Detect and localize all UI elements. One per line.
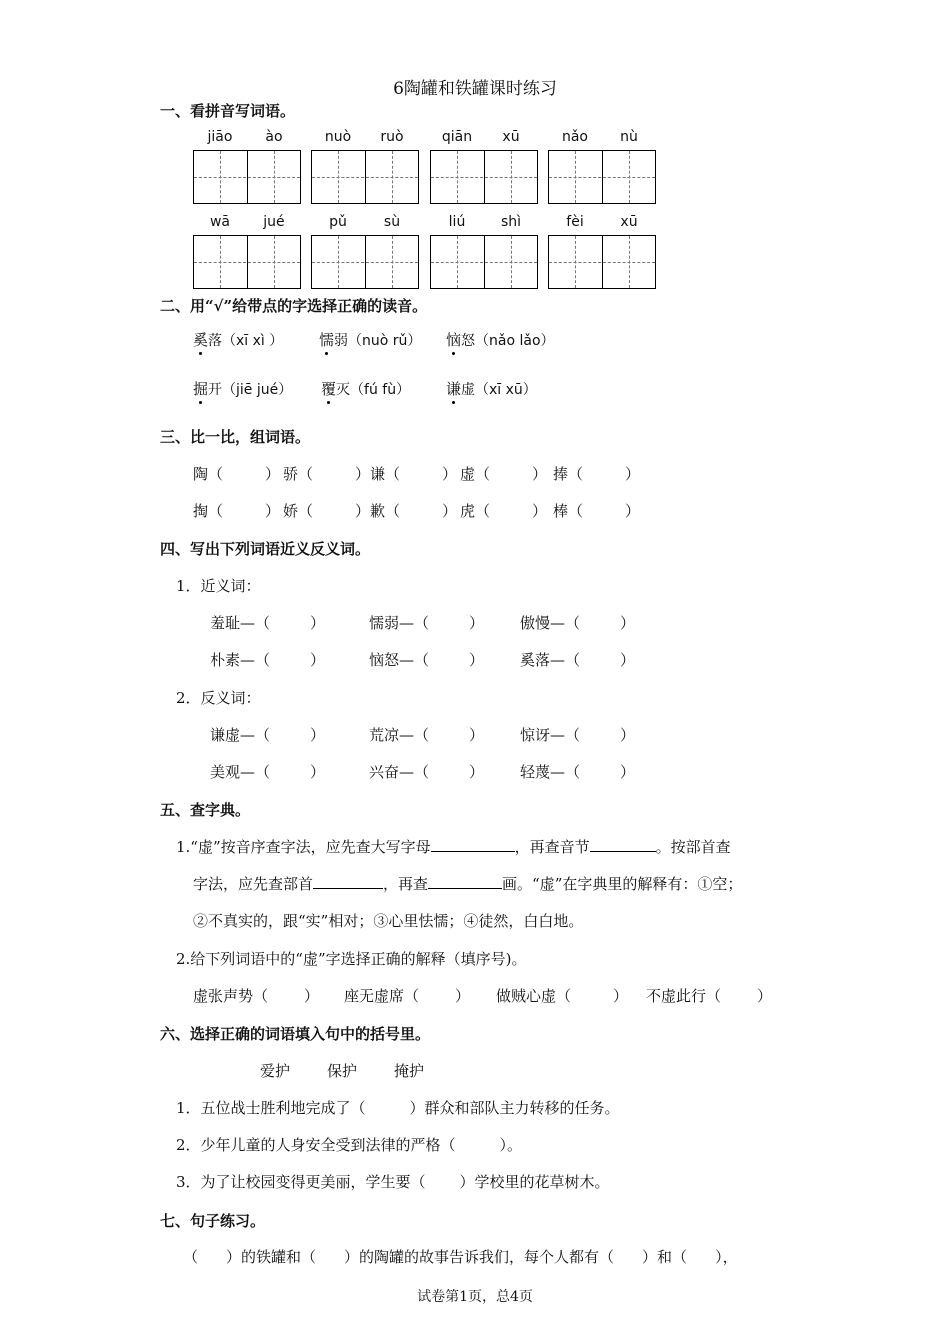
word-pair-item: 懦弱—（ ） xyxy=(369,614,485,632)
word-option: 保护 xyxy=(327,1062,358,1080)
pinyin-label: nù xyxy=(620,129,638,145)
pinyin-label: pǔ xyxy=(329,214,347,230)
writing-box[interactable] xyxy=(311,150,419,204)
pinyin-label: qiān xyxy=(441,129,473,145)
writing-box[interactable] xyxy=(430,235,538,289)
pinyin-label: wā xyxy=(209,214,231,230)
page-footer: 试卷第1页，总4页 xyxy=(417,1289,533,1305)
word-pair-item: 羞耻—（ ） xyxy=(210,614,326,632)
compare-item: 歉（ ） xyxy=(370,502,458,520)
word-pair-item: 轻蔑—（ ） xyxy=(520,763,636,781)
section-6-heading: 六、选择正确的词语填入句中的括号里。 xyxy=(160,1025,431,1043)
pinyin-label: jiāo xyxy=(207,129,233,145)
answer-blank[interactable] xyxy=(431,837,515,852)
compare-item: 捧（ ） xyxy=(553,465,641,483)
writing-box[interactable] xyxy=(548,235,656,289)
pinyin-label: liú xyxy=(448,214,466,230)
pinyin-label: shì xyxy=(500,214,522,230)
writing-box[interactable] xyxy=(430,150,538,204)
compare-item: 谦（ ） xyxy=(370,465,458,483)
reading-item: 谦虚（xī xū） xyxy=(446,380,537,398)
section-5-heading: 五、查字典。 xyxy=(160,801,251,819)
word-pair-item: 美观—（ ） xyxy=(210,763,326,781)
answer-blank[interactable] xyxy=(590,837,656,852)
compare-item: 掏（ ） xyxy=(193,502,281,520)
sentence-practice: （ ）的铁罐和（ ）的陶罐的故事告诉我们，每个人都有（ ）和（ ）， xyxy=(183,1248,738,1266)
reading-item: 覆灭（fú fù） xyxy=(321,380,411,398)
word-option: 爱护 xyxy=(260,1062,291,1080)
writing-box[interactable] xyxy=(193,150,301,204)
dictionary-line-4: 2.给下列词语中的“虚”字选择正确的解释（填序号)。 xyxy=(176,950,527,968)
word-pair-item: 恼怒—（ ） xyxy=(369,651,485,669)
pinyin-label: sù xyxy=(383,214,401,230)
writing-box[interactable] xyxy=(548,150,656,204)
antonym-label: 2．反义词： xyxy=(176,689,261,707)
word-pair-item: 兴奋—（ ） xyxy=(369,763,485,781)
section-3-heading: 三、比一比，组词语。 xyxy=(160,428,311,446)
word-option: 掩护 xyxy=(394,1062,425,1080)
word-pair-item: 傲慢—（ ） xyxy=(520,614,636,632)
answer-blank[interactable] xyxy=(313,874,383,889)
compare-item: 棒（ ） xyxy=(553,502,641,520)
word-pair-item: 惊讶—（ ） xyxy=(520,726,636,744)
dictionary-line-2: 字法，应先查部首 ，再查 画。“虚”在字典里的解释有：①空； xyxy=(193,875,743,893)
dictionary-line-1: 1.“虚”按音序查字法，应先查大写字母 ，再查音节 。按部首查 xyxy=(176,838,731,856)
xu-word-item: 做贼心虚（ ） xyxy=(496,987,629,1005)
section-2-heading: 二、用“√”给带点的字选择正确的读音。 xyxy=(160,297,428,315)
pinyin-label: fèi xyxy=(566,214,584,230)
writing-box[interactable] xyxy=(311,235,419,289)
word-pair-item: 奚落—（ ） xyxy=(520,651,636,669)
section-1-heading: 一、看拼音写词语。 xyxy=(160,102,296,120)
reading-item: 懦弱（nuò rǔ） xyxy=(319,331,422,349)
pinyin-label: xū xyxy=(502,129,520,145)
fill-sentence-1: 1．五位战士胜利地完成了（ ）群众和部队主力转移的任务。 xyxy=(176,1099,620,1117)
compare-item: 陶（ ） xyxy=(193,465,281,483)
page-title: 6陶罐和铁罐课时练习 xyxy=(393,79,557,99)
pinyin-label: ruò xyxy=(380,129,404,145)
writing-box[interactable] xyxy=(193,235,301,289)
answer-blank[interactable] xyxy=(428,874,502,889)
compare-item: 娇（ ） xyxy=(283,502,371,520)
fill-sentence-2: 2．少年儿童的人身安全受到法律的严格（ ）。 xyxy=(176,1136,523,1154)
dictionary-line-3: ②不真实的，跟“实”相对；③心里怯懦；④徒然，白白地。 xyxy=(193,912,584,930)
pinyin-label: nǎo xyxy=(561,129,589,145)
compare-item: 虎（ ） xyxy=(460,502,548,520)
section-4-heading: 四、写出下列词语近义反义词。 xyxy=(160,540,371,558)
synonym-label: 1．近义词： xyxy=(176,577,261,595)
reading-item: 恼怒（nǎo lǎo） xyxy=(446,331,555,349)
pinyin-label: ào xyxy=(265,129,283,145)
xu-word-item: 不虚此行（ ） xyxy=(646,987,773,1005)
compare-item: 虚（ ） xyxy=(460,465,548,483)
reading-item: 掘开（jiē jué） xyxy=(193,380,293,398)
reading-item: 奚落（xī xì ） xyxy=(193,331,284,349)
xu-word-item: 座无虚席（ ） xyxy=(344,987,471,1005)
section-7-heading: 七、句子练习。 xyxy=(160,1212,266,1230)
pinyin-label: jué xyxy=(263,214,285,230)
word-pair-item: 荒凉—（ ） xyxy=(369,726,485,744)
xu-word-item: 虚张声势（ ） xyxy=(193,987,320,1005)
pinyin-label: xū xyxy=(620,214,638,230)
compare-item: 骄（ ） xyxy=(283,465,371,483)
fill-sentence-3: 3．为了让校园变得更美丽，学生要（ ）学校里的花草树木。 xyxy=(176,1173,610,1191)
word-pair-item: 朴素—（ ） xyxy=(210,651,326,669)
word-pair-item: 谦虚—（ ） xyxy=(210,726,326,744)
pinyin-label: nuò xyxy=(324,129,352,145)
